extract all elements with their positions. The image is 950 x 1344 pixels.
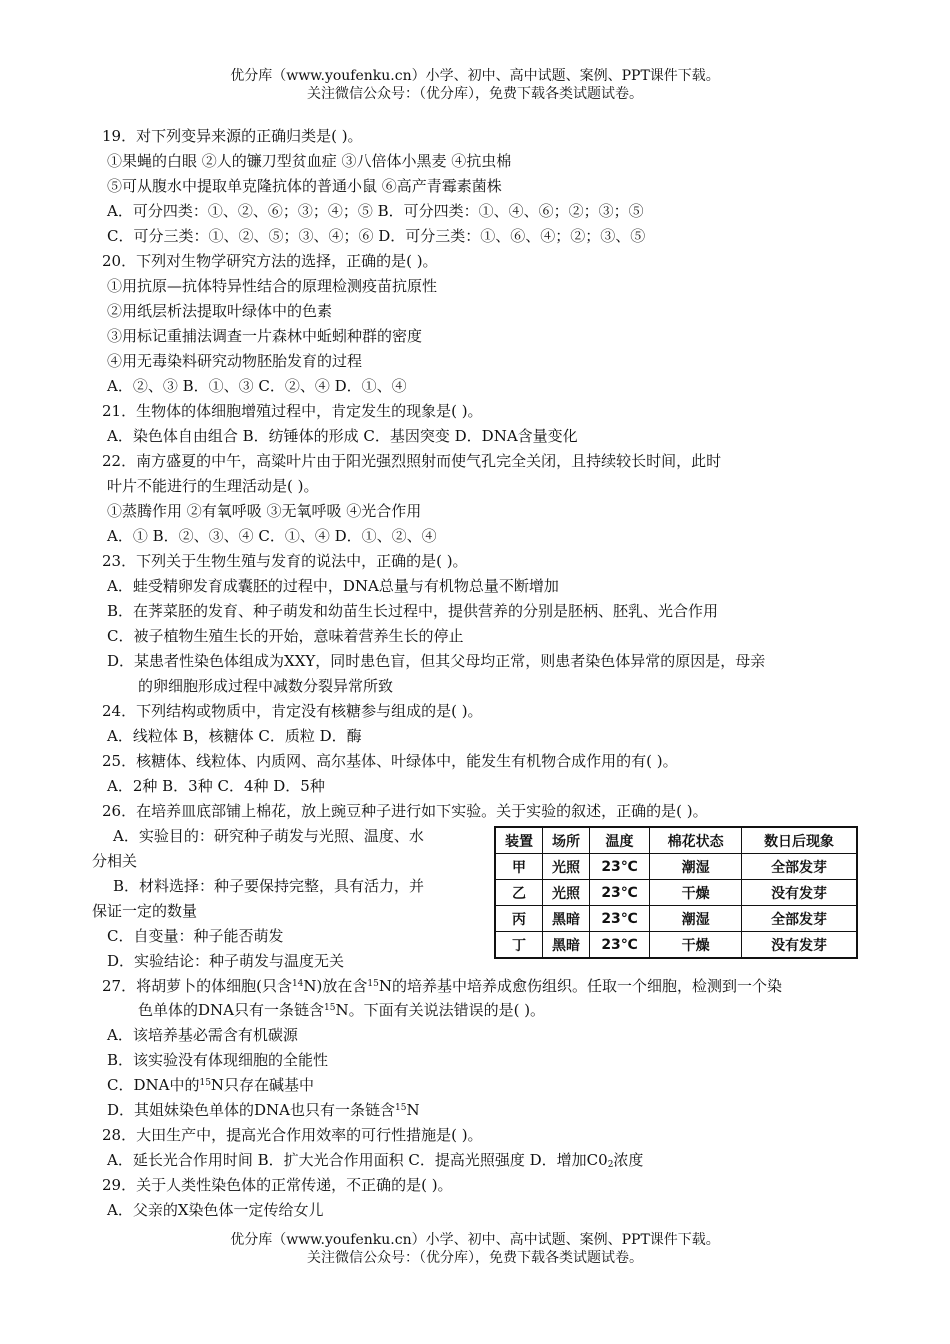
table-header-cell: 棉花状态 (650, 827, 742, 854)
table-cell: 光照 (543, 880, 590, 906)
q23-option-c: C．被子植物生殖生长的开始，意味着营养生长的停止 (107, 627, 464, 645)
table-header-cell: 场所 (543, 827, 590, 854)
q19-options-cd: C．可分三类：①、②、⑤；③、④；⑥ D．可分三类：①、⑥、④；②；③、⑤ (107, 227, 646, 245)
q24-stem: 24．下列结构或物质中，肯定没有核糖参与组成的是( )。 (102, 702, 483, 720)
table-header-cell: 温度 (589, 827, 649, 854)
q26-option-a-1: A．实验目的：研究种子萌发与光照、温度、水 (113, 827, 424, 845)
table-cell: 光照 (543, 854, 590, 880)
q23-option-a: A．蛙受精卵发育成囊胚的过程中，DNA总量与有机物总量不断增加 (107, 577, 559, 595)
q29-stem: 29．关于人类性染色体的正常传递，不正确的是( )。 (102, 1176, 453, 1194)
table-cell: 潮湿 (650, 906, 742, 932)
table-cell: 丁 (495, 932, 543, 959)
q27-option-c: C．DNA中的$^{15}$N只存在碱基中 (107, 1076, 315, 1094)
q20-options: A．②、③ B．①、③ C．②、④ D．①、④ (107, 377, 407, 395)
q27-option-a: A．该培养基必需含有机碳源 (107, 1026, 298, 1044)
table-header-cell: 数日后现象 (742, 827, 857, 854)
q26-option-b-2: 保证一定的数量 (92, 902, 198, 920)
table-row (495, 932, 857, 959)
table-cell: 甲 (495, 854, 543, 880)
table-cell: 干燥 (650, 880, 742, 906)
table-cell: 没有发芽 (742, 932, 857, 959)
table-row (495, 880, 857, 906)
q19-items-1: ①果蝇的白眼 ②人的镰刀型贫血症 ③八倍体小黑麦 ④抗虫棉 (107, 152, 512, 170)
table-cell: 黑暗 (543, 906, 590, 932)
q19-items-2: ⑤可从腹水中提取单克隆抗体的普通小鼠 ⑥高产青霉素菌株 (107, 177, 502, 195)
q27-stem-1: 27．将胡萝卜的体细胞(只含$^{14}$N)放在含$^{15}$N的培养基中培养成愈伤组织。任取一个细胞，检测到一个染 (102, 977, 782, 995)
q22-options: A．① B．②、③、④ C．①、④ D．①、②、④ (107, 527, 437, 545)
header-line-2: 关注微信公众号：（优分库），免费下载各类试题试卷。 (307, 86, 643, 102)
table-row (495, 906, 857, 932)
q22-stem-2: 叶片不能进行的生理活动是( )。 (107, 477, 319, 495)
q19-stem: 19．对下列变异来源的正确归类是( )。 (102, 127, 363, 145)
table-header-row (495, 827, 857, 854)
table-cell: 全部发芽 (742, 854, 857, 880)
q27-option-b: B．该实验没有体现细胞的全能性 (107, 1051, 329, 1069)
table-cell: 乙 (495, 880, 543, 906)
q20-item-4: ④用无毒染料研究动物胚胎发育的过程 (107, 352, 363, 370)
table-row (495, 854, 857, 880)
q23-option-b: B．在荠菜胚的发育、种子萌发和幼苗生长过程中，提供营养的分别是胚柄、胚乳、光合作用 (107, 602, 719, 620)
q19-options-ab: A．可分四类：①、②、⑥；③；④；⑤ B．可分四类：①、④、⑥；②；③；⑤ (107, 202, 644, 220)
q24-options: A．线粒体 B，核糖体 C．质粒 D．酶 (107, 727, 362, 745)
q22-stem-1: 22．南方盛夏的中午，高粱叶片由于阳光强烈照射而使气孔完全关闭，且持续较长时间，此时 (102, 452, 722, 470)
q26-option-c: C．自变量：种子能否萌发 (107, 927, 284, 945)
table-cell: 23℃ (589, 906, 649, 932)
q26-option-a-2: 分相关 (92, 852, 138, 870)
table-cell: 潮湿 (650, 854, 742, 880)
q26-option-b-1: B．材料选择：种子要保持完整，具有活力，并 (113, 877, 425, 895)
q26-stem: 26．在培养皿底部铺上棉花，放上豌豆种子进行如下实验。关于实验的叙述，正确的是( )。 (102, 802, 708, 820)
table-cell: 23℃ (589, 932, 649, 959)
experiment-table (494, 826, 858, 959)
table-cell: 全部发芽 (742, 906, 857, 932)
q22-items: ①蒸腾作用 ②有氧呼吸 ③无氧呼吸 ④光合作用 (107, 502, 422, 520)
q29-option-a: A．父亲的X染色体一定传给女儿 (107, 1201, 324, 1219)
table-cell: 23℃ (589, 880, 649, 906)
table-cell: 23℃ (589, 854, 649, 880)
q27-option-d: D．其姐妹染色单体的DNA也只有一条链含$^{15}$N (107, 1101, 420, 1119)
q25-options: A．2种 B．3种 C．4种 D．5种 (107, 777, 325, 795)
q20-stem: 20．下列对生物学研究方法的选择，正确的是( )。 (102, 252, 438, 270)
table-header-cell: 装置 (495, 827, 543, 854)
q20-item-1: ①用抗原—抗体特异性结合的原理检测疫苗抗原性 (107, 277, 438, 295)
q28-options: A．延长光合作用时间 B．扩大光合作用面积 C．提高光照强度 D．增加$C0_2$浓度 (107, 1151, 644, 1170)
q23-option-d-1: D．某患者性染色体组成为XXY，同时患色盲，但其父母均正常，则患者染色体异常的原因是，母亲 (107, 652, 766, 670)
q23-stem: 23．下列关于生物生殖与发育的说法中，正确的是( )。 (102, 552, 468, 570)
q21-options: A．染色体自由组合 B．纺锤体的形成 C．基因突变 D．DNA含量变化 (107, 427, 578, 445)
table-cell: 没有发芽 (742, 880, 857, 906)
q25-stem: 25．核糖体、线粒体、内质网、高尔基体、叶绿体中，能发生有机物合成作用的有( )。 (102, 752, 678, 770)
header-line-1: 优分库（www.youfenku.cn）小学、初中、高中试题、案例、PPT课件下载。 (230, 68, 720, 84)
footer-line-1: 优分库（www.youfenku.cn）小学、初中、高中试题、案例、PPT课件下载。 (230, 1232, 720, 1248)
q20-item-2: ②用纸层析法提取叶绿体中的色素 (107, 302, 333, 320)
q20-item-3: ③用标记重捕法调查一片森林中蚯蚓种群的密度 (107, 327, 423, 345)
table-cell: 干燥 (650, 932, 742, 959)
table-cell: 丙 (495, 906, 543, 932)
q28-stem: 28．大田生产中，提高光合作用效率的可行性措施是( )。 (102, 1126, 483, 1144)
q26-option-d: D．实验结论：种子萌发与温度无关 (107, 952, 345, 970)
footer-line-2: 关注微信公众号：（优分库），免费下载各类试题试卷。 (307, 1250, 643, 1266)
q27-stem-2: 色单体的DNA只有一条链含$^{15}$N。下面有关说法错误的是( )。 (138, 1001, 546, 1019)
table-cell: 黑暗 (543, 932, 590, 959)
q21-stem: 21．生物体的体细胞增殖过程中，肯定发生的现象是( )。 (102, 402, 483, 420)
q23-option-d-2: 的卵细胞形成过程中减数分裂异常所致 (138, 677, 394, 695)
